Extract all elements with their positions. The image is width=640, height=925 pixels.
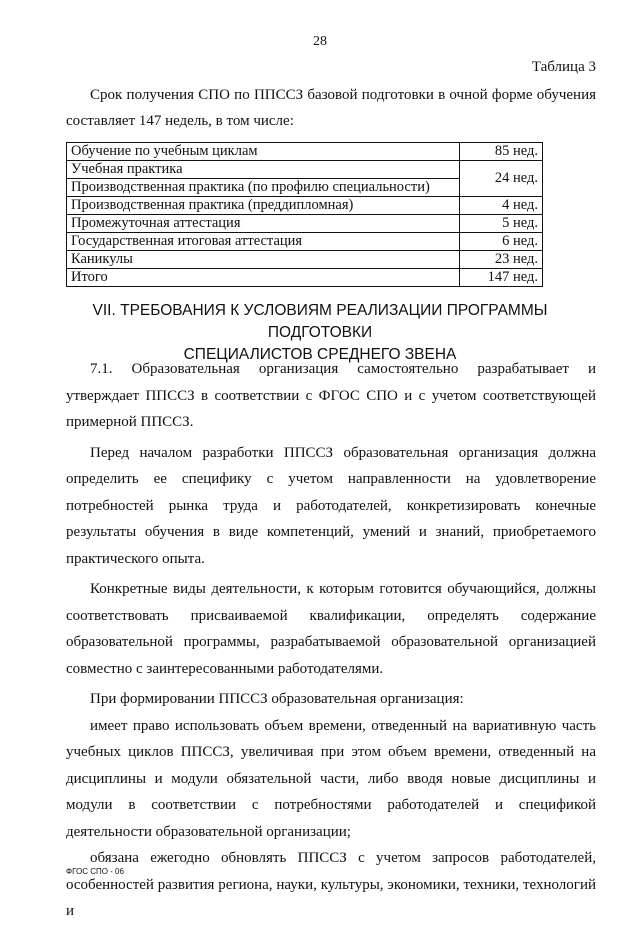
page-number: 28 bbox=[313, 34, 327, 49]
footer-code: ФГОС СПО - 06 bbox=[66, 867, 124, 876]
paragraph: обязана ежегодно обновлять ППССЗ с учетом запросов работодателей, особенностей развития региона, науки, культуры, экономики, техники, технологий и bbox=[66, 850, 596, 919]
table-cell-value: 6 нед. bbox=[460, 233, 543, 251]
table-cell-value: 147 нед. bbox=[460, 269, 543, 287]
table-cell-value: 4 нед. bbox=[460, 197, 543, 215]
table-row bbox=[67, 197, 543, 215]
table-row bbox=[67, 233, 543, 251]
intro-paragraph: Срок получения СПО по ППССЗ базовой подготовки в очной форме обучения составляет 147 недель, в том числе: bbox=[66, 87, 596, 129]
table-cell-label: Промежуточная аттестация bbox=[67, 215, 460, 233]
table-cell-label: Каникулы bbox=[67, 251, 460, 269]
table-cell-value: 85 нед. bbox=[460, 143, 543, 161]
table-cell-label: Производственная практика (преддипломная) bbox=[67, 197, 460, 215]
table-cell-label: Производственная практика (по профилю специальности) bbox=[67, 179, 460, 197]
table-cell-label: Учебная практика bbox=[67, 161, 460, 179]
table-row bbox=[67, 215, 543, 233]
table-cell-label: Обучение по учебным циклам bbox=[67, 143, 460, 161]
table-row bbox=[67, 251, 543, 269]
table-cell-label: Итого bbox=[67, 269, 460, 287]
paragraph: 7.1. Образовательная организация самостоятельно разрабатывает и утверждает ППССЗ в соответствии с ФГОС СПО и с учетом соответствующей примерной ППССЗ. bbox=[66, 361, 596, 430]
table-row bbox=[67, 161, 543, 179]
study-duration-table bbox=[66, 142, 543, 287]
body-text bbox=[66, 356, 596, 925]
table-row bbox=[67, 269, 543, 287]
paragraph: Конкретные виды деятельности, к которым готовится обучающийся, должны соответствовать присваиваемой квалификации, определять содержание образовательной программы, разрабатываемой образовательной организацией совместно с заинтересованными работодателями. bbox=[66, 581, 596, 677]
section-title-line: VII. ТРЕБОВАНИЯ К УСЛОВИЯМ РЕАЛИЗАЦИИ ПРОГРАММЫ ПОДГОТОВКИ bbox=[92, 302, 548, 341]
paragraph: имеет право использовать объем времени, отведенный на вариативную часть учебных циклов ППССЗ, увеличивая при этом объем времени, отведенный на дисциплины и модули обязательной части, либо вводя новые дисциплины и модули в соответствии с потребностями работодателей и спецификой деятельности образовательной организации; bbox=[66, 717, 596, 840]
table-cell-value: 5 нед. bbox=[460, 215, 543, 233]
table-row bbox=[67, 143, 543, 161]
table-cell-value: 23 нед. bbox=[460, 251, 543, 269]
paragraph: Перед началом разработки ППССЗ образовательная организация должна определить ее специфику с учетом направленности на удовлетворение потребностей рынка труда и работодателей, конкретизировать конечные результаты обучения в виде компетенций, умений и знаний, приобретаемого практического опыта. bbox=[66, 444, 596, 567]
paragraph: При формировании ППССЗ образовательная организация: bbox=[90, 691, 464, 707]
table-cell-label: Государственная итоговая аттестация bbox=[67, 233, 460, 251]
table-label: Таблица 3 bbox=[531, 59, 596, 75]
table-cell-value: 24 нед. bbox=[460, 161, 543, 197]
section-title-line: СПЕЦИАЛИСТОВ СРЕДНЕГО ЗВЕНА bbox=[183, 346, 457, 363]
